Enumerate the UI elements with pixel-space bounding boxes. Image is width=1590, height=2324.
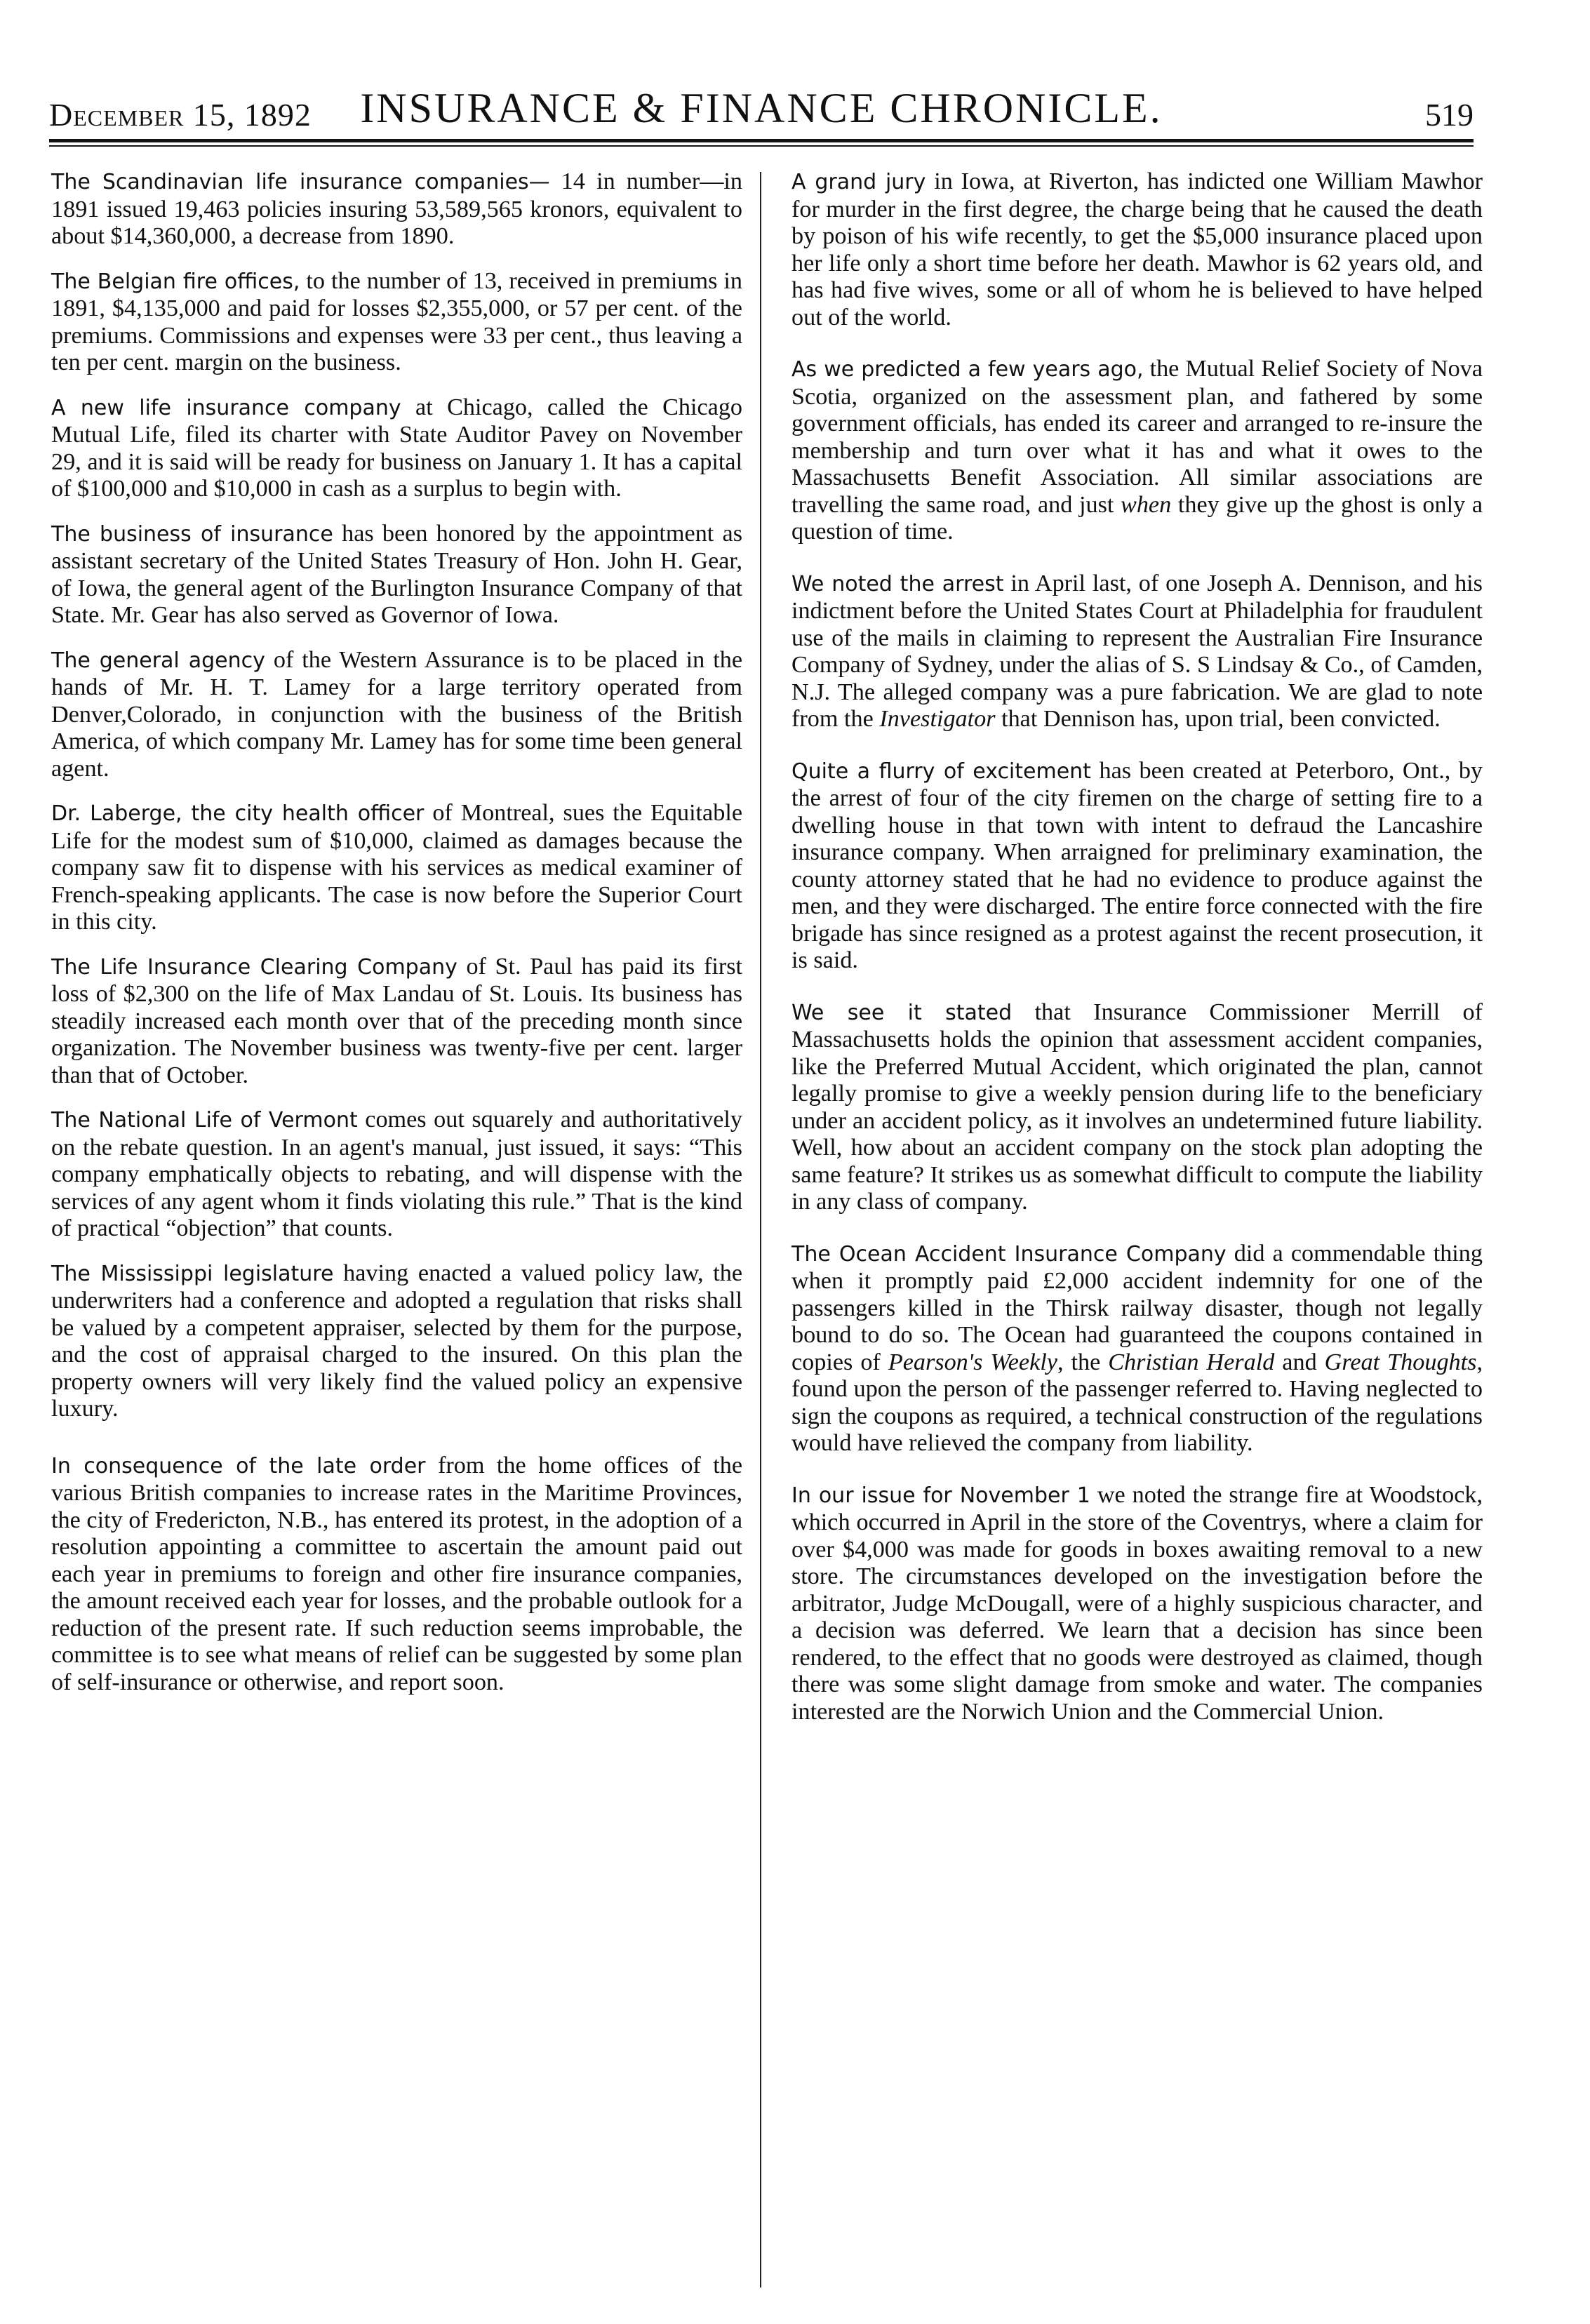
article-lead: The Mississippi legislature bbox=[51, 1261, 334, 1286]
article-body: has been created at Peterboro, Ont., by the arrest of four of the city firemen on the charge of setting fire to a dwelling house in that town with intent to defraud the Lancashire insurance company. When arraigned for preliminary examination, the county attorney stated that he had no evidence to produce against the men, and they were discharged. The entire force connected with the fire brigade has since resigned as a protest against the recent prosecution, it is said. bbox=[791, 757, 1483, 973]
article-lead: We see it stated bbox=[791, 1000, 1013, 1025]
article-body: of the Western Assurance is to be placed in the hands of Mr. H. T. Lamey for a large territory operated from Denver,Colorado, in conjunction with the business of the British America, of which company Mr. Lamey has for some time been general agent. bbox=[51, 646, 742, 782]
article-lead: The Scandinavian life insurance companies— bbox=[51, 170, 550, 194]
article-paragraph bbox=[51, 800, 742, 936]
article-body: in Iowa, at Riverton, has indicted one William Mawhor for murder in the first degree, the charge being that he caused the death by poison of his wife recently, to get the $5,000 insurance placed upon her life only a short time before her death. Mawhor is 62 years old, and has had five wives, some or all of whom he is believed to have helped out of the world. bbox=[791, 168, 1483, 330]
article-body: we noted the strange fire at Woodstock, which occurred in April in the store of the Coventrys, where a claim for over $4,000 was made for goods in boxes awaiting removal to a new store. The circumstances developed on the investigation before the arbitrator, Judge McDougall, were of a highly suspicious character, and a decision was deferred. We learn that a decision has since been rendered, to the effect that no goods were destroyed as claimed, though there was some slight damage from smoke and water. The companies interested are the Norwich Union and the Commercial Union. bbox=[791, 1481, 1483, 1725]
page-header bbox=[49, 81, 1474, 137]
article-lead: The Belgian fire offices, bbox=[51, 269, 300, 294]
article-lead: In consequence of the late order bbox=[51, 1453, 426, 1478]
article-body: having enacted a valued policy law, the underwriters had a conference and adopted a regulation that risks shall be valued by a competent appraiser, selected by them for the purpose, and the cost of appraisal charged to the insured. On this plan the property owners will very likely find the valued policy an expensive luxury. bbox=[51, 1260, 742, 1422]
article-body: did a commendable thing when it promptly paid £2,000 accident indemnity for one of the passengers killed in the Thirsk railway disaster, though not legally bound to do so. The Ocean had guaranteed the coupons contained in copies of Pearson's Weekly, the Christian Herald and Great Thoughts, found upon the person of the passenger referred to. Having neglected to sign the coupons as required, a technical construction of the regulations would have relieved the company from liability. bbox=[791, 1240, 1483, 1456]
publication-title: INSURANCE & FINANCE CHRONICLE. bbox=[360, 85, 1163, 131]
article-body: in April last, of one Joseph A. Dennison, and his indictment before the United States Court at Philadelphia for fraudulent use of the mails in claiming to represent the Australian Fire Insurance Company of Sydney, under the alias of S. S Lindsay & Co., of Camden, N.J. The alleged company was a pure fabrication. We are glad to note from the Investigator that Dennison has, upon trial, been convicted. bbox=[791, 570, 1483, 732]
article-lead: A new life insurance company bbox=[51, 395, 401, 420]
article-paragraph bbox=[51, 1260, 742, 1423]
article-lead: A grand jury bbox=[791, 170, 926, 194]
left-column bbox=[51, 168, 742, 1696]
column-divider bbox=[760, 172, 761, 2288]
right-column bbox=[791, 168, 1483, 1725]
issue-date: December 15, 1892 bbox=[49, 97, 312, 133]
article-body: 14 in number—in 1891 issued 19,463 policies insuring 53,589,565 kronors, equivalent to about $14,360,000, a decrease from 1890. bbox=[51, 168, 743, 249]
article-lead: The Life Insurance Clearing Company bbox=[51, 954, 457, 980]
article-paragraph bbox=[51, 1452, 742, 1697]
article-body: comes out squarely and authoritatively on the rebate question. In an agent's manual, just issued, it says: “This company emphatically objects to rebating, and will dispense with the services of any agent whom it finds violating this rule.” That is the kind of practical “objection” that counts. bbox=[51, 1107, 742, 1241]
article-lead: We noted the arrest bbox=[791, 571, 1004, 596]
article-body: of Montreal, sues the Equitable Life for the modest sum of $10,000, claimed as damages because the company saw fit to dispense with his services as medical examiner of French-speaking applicants. The case is now before the Superior Court in this city. bbox=[51, 800, 743, 935]
article-paragraph bbox=[791, 1482, 1483, 1726]
article-body: from the home offices of the various British companies to increase rates in the Maritime Provinces, the city of Fredericton, N.B., has entered its protest, in the adoption of a resolution appointing a committee to ascertain the amount paid out each year in premiums to foreign and other fire insurance companies, the amount received each year for losses, and the probable outlook for a reduction of the present rate. If such reduction seems improbable, the committee is to see what means of relief can be suggested by some plan of self-insurance or otherwise, and report soon. bbox=[51, 1452, 743, 1695]
article-paragraph bbox=[51, 954, 742, 1090]
article-paragraph bbox=[51, 168, 742, 251]
article-paragraph bbox=[791, 1241, 1483, 1457]
article-paragraph bbox=[51, 647, 742, 783]
article-body: to the number of 13, received in premiums in 1891, $4,135,000 and paid for losses $2,355,000, or 57 per cent. of the premiums. Commissions and expenses were 33 per cent., thus leaving a ten per cent. margin on the business. bbox=[51, 267, 742, 375]
article-lead: The National Life of Vermont bbox=[51, 1108, 358, 1133]
article-body: at Chicago, called the Chicago Mutual Life, filed its charter with State Auditor Pavey on November 29, and it is said will be ready for business on January 1. It has a capital of $100,000 and $10,000 in cash as a surplus to begin with. bbox=[51, 394, 743, 502]
page-number: 519 bbox=[1425, 97, 1474, 133]
article-paragraph bbox=[51, 394, 742, 503]
header-rule-thin bbox=[49, 145, 1474, 147]
article-lead: As we predicted a few years ago, bbox=[791, 357, 1144, 382]
article-paragraph bbox=[791, 999, 1483, 1216]
article-paragraph bbox=[791, 168, 1483, 331]
article-lead: Quite a flurry of excitement bbox=[791, 759, 1091, 784]
article-body: that Insurance Commissioner Merrill of Massachusetts holds the opinion that assessment accident companies, like the Preferred Mutual Accident, which originated the plan, cannot legally promise to give a weekly pension during life to the beneficiary under an accident policy, as it involves an undetermined future liability. Well, how about an accident company on the stock plan adopting the same feature? It strikes us as somewhat difficult to compute the liability in any class of company. bbox=[791, 999, 1483, 1215]
article-lead: In our issue for November 1 bbox=[791, 1483, 1090, 1508]
article-paragraph bbox=[791, 356, 1483, 546]
article-lead: The Ocean Accident Insurance Company bbox=[791, 1241, 1227, 1267]
article-body: of St. Paul has paid its first loss of $2,300 on the life of Max Landau of St. Louis. Its business has steadily increased each month over that of the preceding month since organization. The November business was twenty-five per cent. larger than that of October. bbox=[51, 953, 743, 1088]
article-paragraph bbox=[51, 521, 742, 629]
article-paragraph bbox=[51, 1107, 742, 1243]
article-lead: Dr. Laberge, the city health officer bbox=[51, 801, 425, 826]
article-lead: The business of insurance bbox=[51, 521, 333, 547]
article-paragraph bbox=[791, 758, 1483, 975]
article-paragraph bbox=[791, 570, 1483, 733]
article-lead: The general agency bbox=[51, 648, 265, 673]
article-paragraph bbox=[51, 268, 742, 377]
article-body: has been honored by the appointment as assistant secretary of the United States Treasury of Hon. John H. Gear, of Iowa, the general agent of the Burlington Insurance Company of that State. Mr. Gear has also served as Governor of Iowa. bbox=[51, 520, 743, 628]
article-body: the Mutual Relief Society of Nova Scotia, organized on the assessment plan, and fathered by some government officials, has ended its career and arranged to re-insure the membership and turn over what it has and what it owes to the Massachusetts Benefit Association. All similar associations are travelling the same road, and just when they give up the ghost is only a question of time. bbox=[791, 356, 1483, 545]
header-rule-thick bbox=[49, 139, 1474, 142]
